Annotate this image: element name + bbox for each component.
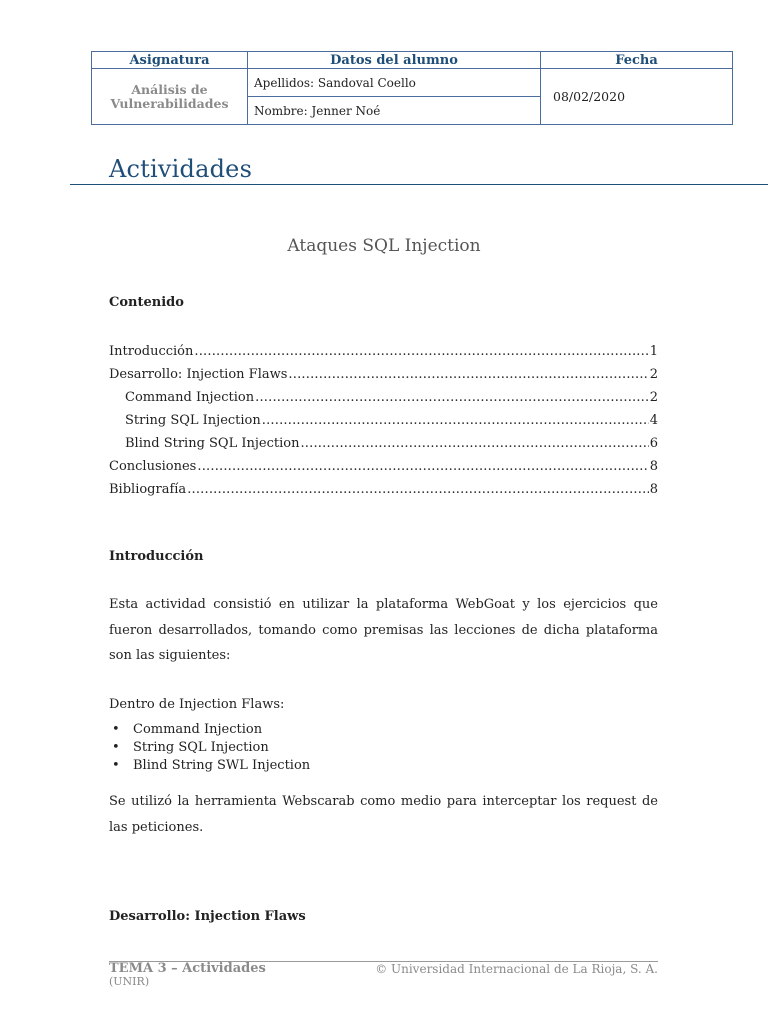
toc-entry[interactable]	[109, 386, 658, 409]
injection-list	[109, 721, 658, 775]
toc-entry[interactable]	[109, 432, 658, 455]
document-title: Ataques SQL Injection	[287, 236, 481, 256]
toc-entry-label: Introducción	[109, 344, 194, 359]
toc-entry[interactable]	[109, 455, 658, 478]
intro-paragraph-1: Esta actividad consistió en utilizar la plataforma WebGoat y los ejercicios que fueron desarrollados, tomando como premisas las lecciones de dicha plataforma son las siguientes:	[109, 597, 658, 663]
toc-entry-page: 6	[649, 436, 658, 451]
section-title: Actividades	[109, 155, 253, 183]
list-item: • Blind String SWL Injection	[109, 757, 658, 775]
header-student-label: Datos del alumno	[248, 52, 541, 69]
toc-entry[interactable]	[109, 409, 658, 432]
toc-leader	[262, 409, 649, 432]
toc-entry[interactable]	[109, 363, 658, 386]
surname-value: Apellidos: Sandoval Coello	[248, 69, 541, 97]
footer-topic: TEMA 3 – Actividades	[109, 961, 266, 976]
header-date-label: Fecha	[541, 52, 733, 69]
toc-leader	[288, 363, 648, 386]
toc-entry-label: String SQL Injection	[125, 413, 261, 428]
toc-entry-page: 2	[649, 390, 658, 405]
toc-entry-page: 4	[649, 413, 658, 428]
toc-entry-label: Blind String SQL Injection	[125, 436, 300, 451]
toc-leader	[187, 478, 649, 501]
date-value: 08/02/2020	[541, 69, 733, 125]
name-value: Nombre: Jenner Noé	[248, 97, 541, 125]
development-heading: Desarrollo: Injection Flaws	[109, 909, 306, 924]
toc-entry-page: 8	[649, 482, 658, 497]
intro-heading: Introducción	[109, 549, 204, 564]
subject-value: Análisis de Vulnerabilidades	[92, 69, 248, 125]
section-divider	[70, 184, 768, 185]
toc-entry-page: 2	[649, 367, 658, 382]
toc-leader	[197, 455, 648, 478]
footer-left	[109, 961, 266, 988]
toc-leader	[255, 386, 649, 409]
toc-entry[interactable]	[109, 478, 658, 501]
toc-entry-label: Bibliografía	[109, 482, 187, 497]
toc-entry-label: Desarrollo: Injection Flaws	[109, 367, 288, 382]
toc-entry[interactable]	[109, 340, 658, 363]
toc-entry-page: 1	[649, 344, 658, 359]
header-table	[91, 51, 733, 125]
footer-copyright: © Universidad Internacional de La Rioja, S. A.	[375, 962, 658, 976]
footer-institution-abbr: (UNIR)	[109, 975, 150, 988]
toc-leader	[194, 340, 648, 363]
toc-heading: Contenido	[109, 295, 184, 310]
header-subject-label: Asignatura	[92, 52, 248, 69]
list-item: • String SQL Injection	[109, 739, 658, 757]
toc-leader	[300, 432, 648, 455]
intro-paragraph-3: Se utilizó la herramienta Webscarab como medio para interceptar los request de las peticiones.	[109, 794, 658, 835]
intro-paragraph-2: Dentro de Injection Flaws:	[109, 697, 285, 712]
toc-entry-label: Conclusiones	[109, 459, 197, 474]
list-item: • Command Injection	[109, 721, 658, 739]
toc-entry-label: Command Injection	[125, 390, 255, 405]
toc-entry-page: 8	[649, 459, 658, 474]
table-of-contents	[109, 340, 658, 501]
